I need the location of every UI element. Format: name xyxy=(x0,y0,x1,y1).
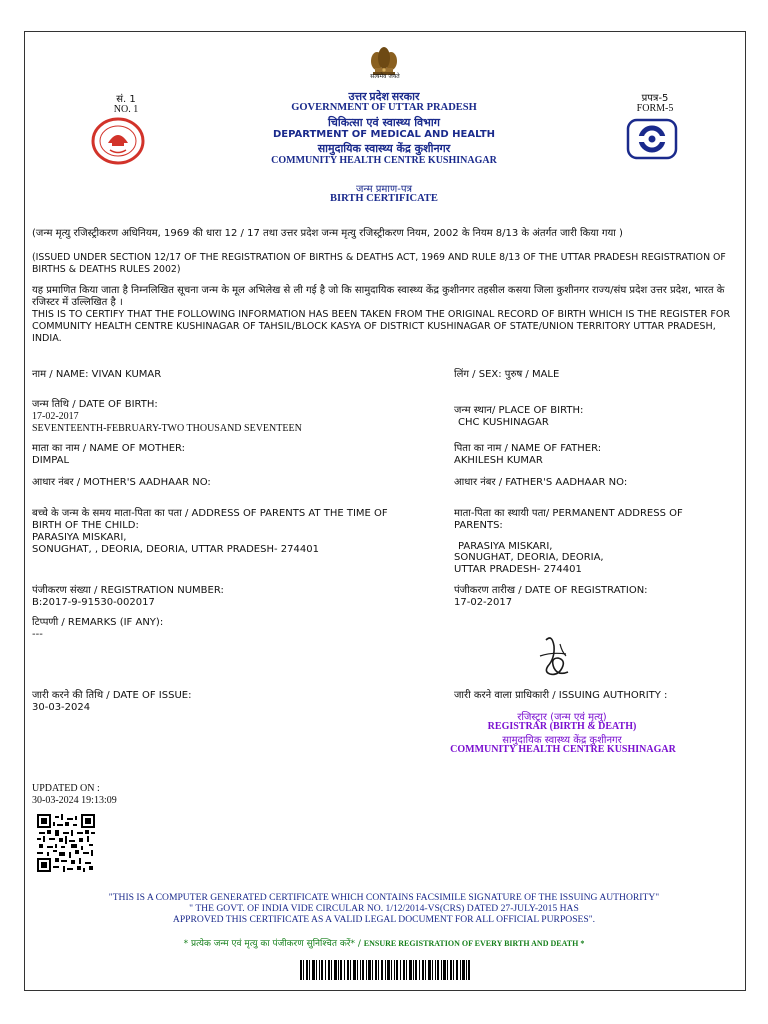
father-name-label: पिता का नाम / NAME OF FATHER: xyxy=(454,443,602,454)
father-name-value: AKHILESH KUMAR xyxy=(454,455,543,466)
sex-label: लिंग / SEX: xyxy=(454,369,505,380)
footer-note-1: "THIS IS A COMPUTER GENERATED CERTIFICATE WHICH CONTAINS FACSIMILE SIGNATURE OF THE ISSUING AUTHORITY" xyxy=(108,892,660,903)
mother-name-value: DIMPAL xyxy=(32,455,70,466)
remarks-label: टिप्पणी / REMARKS (IF ANY): xyxy=(32,617,164,628)
chc-hindi: सामुदायिक स्वास्थ्य केंद्र कुशीनगर xyxy=(317,142,451,155)
form-english: FORM-5 xyxy=(636,103,674,114)
mother-aadhaar-label: आधार नंबर / MOTHER'S AADHAAR NO: xyxy=(32,477,211,488)
name-label: नाम / NAME: xyxy=(32,369,92,380)
cert-title-hindi: जन्म प्रमाण-पत्र xyxy=(355,184,413,195)
slogan-english: ENSURE REGISTRATION OF EVERY BIRTH AND DEATH * xyxy=(363,939,585,948)
number-english: NO. 1 xyxy=(113,104,139,115)
registration-number-label: पंजीकरण संख्या / REGISTRATION NUMBER: xyxy=(32,585,224,596)
registration-number-value: B:2017-9-91530-002017 xyxy=(32,597,155,608)
updated-on-label: UPDATED ON : xyxy=(32,783,100,794)
up-govt-seal-icon xyxy=(90,117,146,165)
certify-english: THIS IS TO CERTIFY THAT THE FOLLOWING INFORMATION HAS BEEN TAKEN FROM THE ORIGINAL RECORD OF BIRTH WHICH IS THE REGISTER FOR COMMUNITY HEALTH CENTRE KUSHINAGAR OF TAHSIL/BLOCK KASYA OF DISTRICT KUSHINAGAR OF STATE/UNION TERRITORY UTTAR PRADESH, INDIA. xyxy=(32,309,731,344)
dob-value: 17-02-2017 xyxy=(32,411,79,422)
issued-under-hindi: (जन्म मृत्यु रजिस्ट्रीकरण अधिनियम, 1969 की धारा 12 / 17 तथा उत्तर प्रदेश जन्म मृत्यु रजिस्ट्रीकरण नियम, 2002 के नियम 8/13 के अंतर्गत जारी किया गया ) xyxy=(32,228,623,239)
registration-date-label: पंजीकरण तारीख / DATE OF REGISTRATION: xyxy=(454,585,648,596)
issue-date-value: 30-03-2024 xyxy=(32,702,91,713)
address-at-birth-line-2: SONUGHAT, , DEORIA, DEORIA, UTTAR PRADESH- 274401 xyxy=(32,544,319,555)
permanent-address-label-1: माता-पिता का स्थायी पता/ PERMANENT ADDRESS OF xyxy=(454,508,683,519)
remarks-value: --- xyxy=(32,629,43,640)
issue-date-label: जारी करने की तिथि / DATE OF ISSUE: xyxy=(32,690,192,701)
pob-value: CHC KUSHINAGAR xyxy=(458,417,549,428)
sex-row xyxy=(454,369,734,381)
permanent-address-line-2: SONUGHAT, DEORIA, DEORIA, xyxy=(454,552,604,563)
form-hindi: प्रपत्र-5 xyxy=(641,93,669,104)
footer-note-3: APPROVED THIS CERTIFICATE AS A VALID LEGAL DOCUMENT FOR ALL OFFICIAL PURPOSES". xyxy=(172,914,596,925)
number-hindi: सं. 1 xyxy=(116,94,136,105)
permanent-address-line-3: UTTAR PRADESH- 274401 xyxy=(454,564,582,575)
permanent-address-label-2: PARENTS: xyxy=(454,520,503,531)
issued-under-english: (ISSUED UNDER SECTION 12/17 OF THE REGISTRATION OF BIRTHS & DEATHS ACT, 1969 AND RULE 8/13 OF THE UTTAR PRADESH REGISTRATION OF BIRTHS & DEATHS RULES 2002) xyxy=(32,252,726,275)
registration-date-value: 17-02-2017 xyxy=(454,597,513,608)
dob-words: SEVENTEENTH-FEBRUARY-TWO THOUSAND SEVENTEEN xyxy=(32,423,302,434)
govt-hindi: उत्तर प्रदेश सरकार xyxy=(348,91,420,103)
qr-code-icon xyxy=(37,814,95,872)
authority-english-office: COMMUNITY HEALTH CENTRE KUSHINAGAR xyxy=(450,744,676,755)
dept-hindi: चिकित्सा एवं स्वास्थ्य विभाग xyxy=(328,116,440,129)
govt-english: GOVERNMENT OF UTTAR PRADESH xyxy=(291,102,477,113)
crs-logo-icon xyxy=(626,118,678,160)
mother-name-label: माता का नाम / NAME OF MOTHER: xyxy=(32,443,186,454)
father-aadhaar-label: आधार नंबर / FATHER'S AADHAAR NO: xyxy=(454,477,628,488)
certify-hindi: यह प्रमाणित किया जाता है निम्नलिखित सूचना जन्म के मूल अभिलेख से ली गई है जो कि सामुदायिक स्वास्थ्य केंद्र कुशीनगर तहसील कसया जिला कुशीनगर राज्य/संघ प्रदेश उत्तर प्रदेश, भारत के रजिस्टर में उल्लिखित है । xyxy=(32,285,725,308)
address-at-birth-line-1: PARASIYA MISKARI, xyxy=(32,532,127,543)
cert-title-english: BIRTH CERTIFICATE xyxy=(330,193,438,204)
registration-slogan xyxy=(32,936,736,949)
dept-english: DEPARTMENT OF MEDICAL AND HEALTH xyxy=(272,129,496,140)
dob-label: जन्म तिथि / DATE OF BIRTH: xyxy=(32,399,158,410)
name-row xyxy=(32,369,412,381)
footer-note-2: " THE GOVT. OF INDIA VIDE CIRCULAR NO. 1/12/2014-VS(CRS) DATED 27-JULY-2015 HAS xyxy=(189,903,579,914)
pob-label: जन्म स्थान/ PLACE OF BIRTH: xyxy=(454,405,584,416)
chc-english: COMMUNITY HEALTH CENTRE KUSHINAGAR xyxy=(271,155,497,166)
slogan-hindi: * प्रत्येक जन्म एवं मृत्यु का पंजीकरण सुनिश्चित करें* / xyxy=(183,939,361,949)
signature-icon xyxy=(532,632,578,682)
name-value: VIVAN KUMAR xyxy=(91,369,162,380)
authority-hindi-title: रजिस्ट्रार (जन्म एवं मृत्यु) xyxy=(517,712,607,723)
authority-english-title: REGISTRAR (BIRTH & DEATH) xyxy=(487,721,637,732)
updated-on-value: 30-03-2024 19:13:09 xyxy=(32,795,117,806)
permanent-address-line-1: PARASIYA MISKARI, xyxy=(458,541,553,552)
barcode-icon xyxy=(300,960,470,980)
authority-hindi-office: सामुदायिक स्वास्थ्य केंद्र कुशीनगर xyxy=(502,735,622,746)
address-at-birth-label-1: बच्चे के जन्म के समय माता-पिता का पता / ADDRESS OF PARENTS AT THE TIME OF xyxy=(32,508,388,519)
emblem-motto: सत्यमेव जयते xyxy=(370,73,400,80)
issuing-authority-label: जारी करने वाला प्राधिकारी / ISSUING AUTHORITY : xyxy=(454,690,668,701)
address-at-birth-label-2: BIRTH OF THE CHILD: xyxy=(32,520,139,531)
sex-value: पुरुष / MALE xyxy=(504,369,560,380)
